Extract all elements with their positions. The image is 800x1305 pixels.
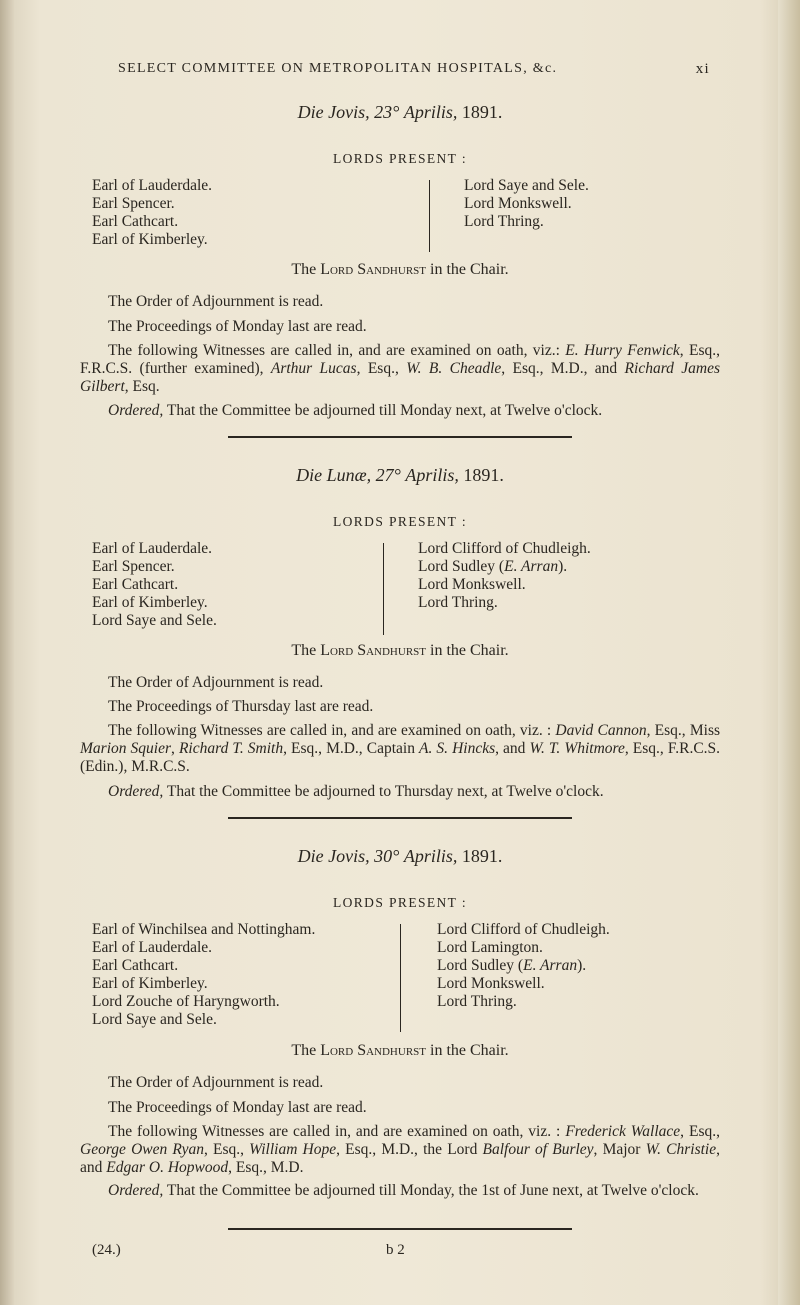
lord-name: Earl Cathcart. xyxy=(92,957,179,974)
witness-name: W. Christie xyxy=(645,1141,717,1158)
date-month: Aprilis, xyxy=(403,846,458,866)
ordered-word: Ordered, xyxy=(108,1182,164,1199)
section-divider xyxy=(228,1228,572,1230)
date-year: 1891. xyxy=(461,846,503,866)
lord-name: Earl Spencer. xyxy=(92,558,175,575)
lord-name-text: ). xyxy=(558,558,568,575)
lord-name: Lord Thring. xyxy=(464,213,544,230)
date-prefix: Die Jovis, xyxy=(297,846,370,866)
lord-name: Earl of Winchilsea and Nottingham. xyxy=(92,921,316,938)
witness-detail: , Esq., M.D., and xyxy=(501,360,625,377)
lord-name: Lord Monkswell. xyxy=(437,975,545,992)
sitting-3-ordered xyxy=(80,1182,720,1200)
ordered-word: Ordered, xyxy=(108,783,164,800)
witness-detail: , Esq. xyxy=(124,378,160,395)
lord-title-italic: E. Arran xyxy=(504,558,559,575)
lord-name xyxy=(437,957,717,975)
witness-name: A. S. Hincks xyxy=(419,740,496,757)
sitting-3-left-lords xyxy=(92,921,392,1029)
lord-name: Earl of Lauderdale. xyxy=(92,939,213,956)
lord-name: Earl of Lauderdale. xyxy=(92,540,213,557)
sitting-2-witnesses xyxy=(80,722,720,776)
witness-name: George Owen Ryan xyxy=(80,1141,204,1158)
witness-name: Arthur Lucas xyxy=(270,360,357,377)
sitting-3-proceedings: The Proceedings of Monday last are read. xyxy=(108,1099,367,1116)
witness-detail: , Esq., M.D., the Lord xyxy=(336,1141,483,1158)
ordered-text: That the Committee be adjourned till Monday, the 1st of June next, at Twelve o'clock. xyxy=(163,1182,699,1199)
sitting-2-left-lords xyxy=(92,540,372,630)
witnesses-intro: The following Witnesses are called in, and are examined on oath, viz.: xyxy=(108,342,566,359)
date-prefix: Die Jovis, xyxy=(297,102,370,122)
lord-name-text: Lord Sudley ( xyxy=(437,957,524,974)
lord-name: Earl Spencer. xyxy=(92,195,175,212)
sitting-1-chair xyxy=(0,261,800,279)
sitting-2-chair xyxy=(0,642,800,660)
witness-detail: , xyxy=(171,740,179,757)
sitting-2-lords-present-label: LORDS PRESENT : xyxy=(332,514,468,529)
witness-name: David Cannon xyxy=(555,722,647,739)
witnesses-intro: The following Witnesses are called in, and are examined on oath, viz. : xyxy=(108,1123,566,1140)
lord-name-text: Lord Sudley ( xyxy=(418,558,505,575)
date-prefix: Die Lunæ, xyxy=(296,465,372,485)
witness-detail: , Major xyxy=(593,1141,646,1158)
lord-name: Earl of Lauderdale. xyxy=(92,177,213,194)
witness-name: William Hope xyxy=(249,1141,337,1158)
lord-name: Lord Saye and Sele. xyxy=(464,177,589,194)
lord-name: Lord Zouche of Haryngworth. xyxy=(92,993,280,1010)
sitting-1-left-lords xyxy=(92,177,392,249)
page-number: xi xyxy=(695,61,710,77)
date-day: 27° xyxy=(375,465,401,485)
lord-name: Lord Clifford of Chudleigh. xyxy=(418,540,591,557)
column-divider xyxy=(429,180,430,252)
lord-name: Lord Saye and Sele. xyxy=(92,612,217,629)
section-divider xyxy=(228,436,572,438)
lord-name: Lord Thring. xyxy=(418,594,498,611)
chair-name: Lord Sandhurst xyxy=(320,1042,426,1059)
sitting-3-witnesses xyxy=(80,1123,720,1177)
chair-text: The xyxy=(291,642,321,659)
chair-text: in the Chair. xyxy=(426,261,509,278)
lord-name: Lord Lamington. xyxy=(437,939,543,956)
witness-name: Frederick Wallace xyxy=(565,1123,681,1140)
sitting-1-date xyxy=(0,102,800,123)
lord-name: Lord Clifford of Chudleigh. xyxy=(437,921,610,938)
date-day: 30° xyxy=(374,846,400,866)
column-divider xyxy=(383,543,384,635)
witness-detail: , and xyxy=(80,1141,720,1176)
witnesses-intro: The following Witnesses are called in, and are examined on oath, viz. : xyxy=(108,722,556,739)
date-year: 1891. xyxy=(463,465,504,485)
chair-text: in the Chair. xyxy=(426,1042,509,1059)
lord-name: Earl of Kimberley. xyxy=(92,231,208,248)
lord-name: Lord Saye and Sele. xyxy=(92,1011,217,1028)
witness-name: Balfour of Burley xyxy=(482,1141,594,1158)
lord-name: Lord Thring. xyxy=(437,993,517,1010)
chair-text: The xyxy=(291,261,321,278)
witness-detail: , Esq., M.D. xyxy=(228,1159,304,1176)
date-month: Aprilis, xyxy=(403,102,458,122)
chair-text: in the Chair. xyxy=(426,642,509,659)
ordered-word: Ordered, xyxy=(108,402,164,419)
sitting-3-date xyxy=(0,846,800,867)
sitting-2-date xyxy=(0,465,800,486)
witness-detail: , Esq., xyxy=(203,1141,250,1158)
lord-name xyxy=(418,558,718,576)
witness-name: E. Hurry Fenwick xyxy=(565,342,680,359)
ordered-text: That the Committee be adjourned to Thursday next, at Twelve o'clock. xyxy=(163,783,604,800)
lord-name: Lord Monkswell. xyxy=(418,576,526,593)
sitting-3-lords-present-label: LORDS PRESENT : xyxy=(332,895,468,910)
witness-detail: , Esq., xyxy=(680,1123,721,1140)
column-divider xyxy=(400,924,401,1032)
witness-detail: , Esq., F.R.C.S. (further examined), xyxy=(80,342,721,377)
chair-text: The xyxy=(291,1042,321,1059)
witness-name: Richard James Gilbert xyxy=(80,360,720,395)
witness-name: Marion Squier xyxy=(80,740,172,757)
witness-name: Richard T. Smith xyxy=(178,740,284,757)
witness-name: W. B. Cheadle xyxy=(406,360,502,377)
witness-detail: , and xyxy=(495,740,530,757)
witness-detail: , Esq., F.R.C.S. (Edin.), M.R.C.S. xyxy=(80,740,721,775)
witness-name: W. T. Whitmore xyxy=(529,740,625,757)
sitting-1-witnesses xyxy=(80,342,720,396)
footer-number: (24.) xyxy=(92,1242,121,1258)
signature-mark: b 2 xyxy=(386,1242,405,1258)
lord-name: Lord Monkswell. xyxy=(464,195,572,212)
witness-detail: , Esq., M.D., Captain xyxy=(283,740,419,757)
chair-name: Lord Sandhurst xyxy=(320,642,426,659)
lord-name: Earl Cathcart. xyxy=(92,576,179,593)
sitting-3-chair xyxy=(0,1042,800,1060)
lord-title-italic: E. Arran xyxy=(523,957,578,974)
sitting-1-adjournment: The Order of Adjournment is read. xyxy=(108,293,324,310)
sitting-3-adjournment: The Order of Adjournment is read. xyxy=(108,1074,324,1091)
sitting-1-right-lords xyxy=(464,177,724,231)
section-divider xyxy=(228,817,572,819)
witness-name: Edgar O. Hopwood xyxy=(106,1159,229,1176)
sitting-2-proceedings: The Proceedings of Thursday last are read. xyxy=(108,698,374,715)
ordered-text: That the Committee be adjourned till Monday next, at Twelve o'clock. xyxy=(163,402,603,419)
lord-name: Earl of Kimberley. xyxy=(92,594,208,611)
lord-name-text: ). xyxy=(577,957,587,974)
date-day: 23° xyxy=(374,102,400,122)
date-month: Aprilis, xyxy=(405,465,459,485)
sitting-3-right-lords xyxy=(437,921,717,1011)
sitting-1-proceedings: The Proceedings of Monday last are read. xyxy=(108,318,367,335)
header-title: SELECT COMMITTEE ON METROPOLITAN HOSPITALS, &c. xyxy=(118,61,558,76)
sitting-1-lords-present-label: LORDS PRESENT : xyxy=(332,151,468,166)
lord-name: Earl of Kimberley. xyxy=(92,975,208,992)
sitting-1-ordered xyxy=(80,402,720,420)
lord-name: Earl Cathcart. xyxy=(92,213,179,230)
sitting-2-adjournment: The Order of Adjournment is read. xyxy=(108,674,324,691)
witness-detail: , Esq., xyxy=(356,360,407,377)
sitting-2-ordered xyxy=(80,783,720,801)
sitting-2-right-lords xyxy=(418,540,718,612)
date-year: 1891. xyxy=(461,102,503,122)
witness-detail: , Esq., Miss xyxy=(646,722,721,739)
chair-name: Lord Sandhurst xyxy=(320,261,426,278)
